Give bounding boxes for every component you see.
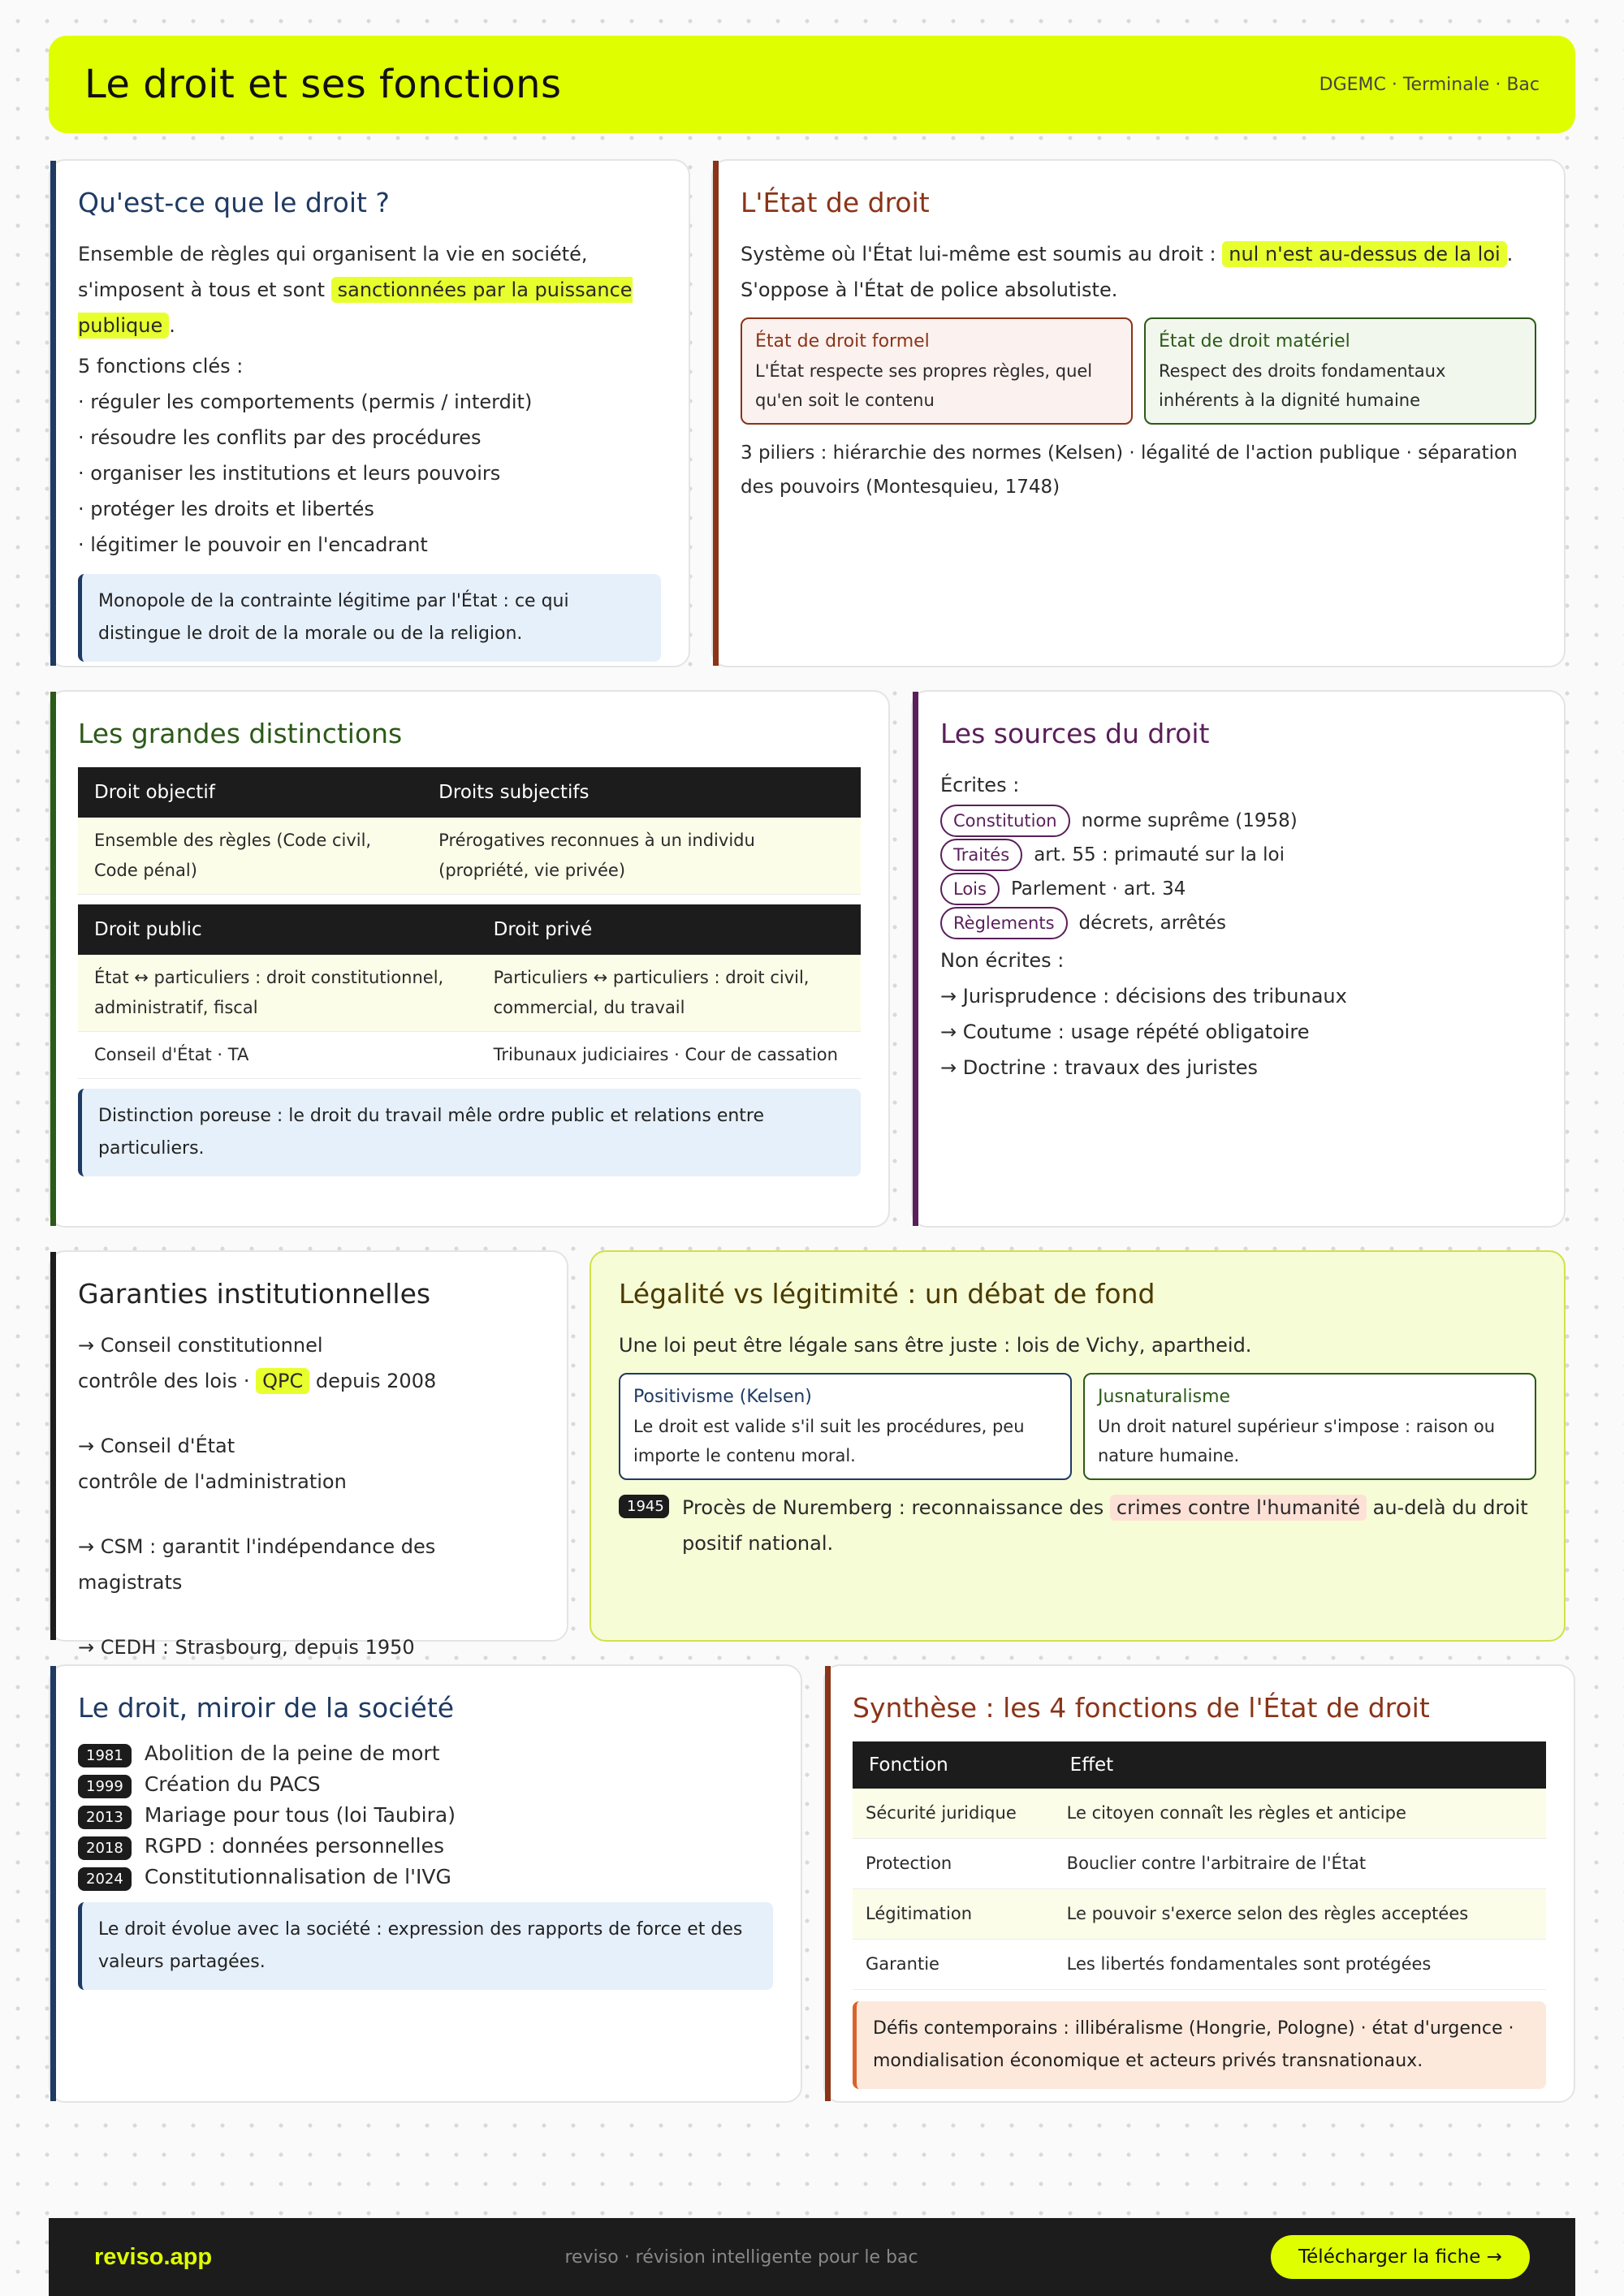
list-item: → Coutume : usage répété obligatoire — [940, 1021, 1310, 1043]
piliers-text: 3 piliers : hiérarchie des normes (Kelsen) · légalité de l'action publique · séparation des pouvoirs (Montesquieu, 1748) — [741, 442, 1518, 498]
box-text: Respect des droits fondamentaux inhérents à la dignité humaine — [1159, 361, 1446, 410]
year-badge: 2013 — [78, 1806, 132, 1829]
box-title: État de droit matériel — [1159, 331, 1350, 352]
garantie-csm: → CSM : garantit l'indépendance des magistrats — [78, 1535, 436, 1594]
year-badge: 2018 — [78, 1836, 132, 1860]
box-text: Un droit naturel supérieur s'impose : raison ou nature humaine. — [1098, 1417, 1496, 1465]
page-title: Le droit et ses fonctions — [84, 62, 562, 107]
list-item: · légitimer le pouvoir en l'encadrant — [78, 533, 428, 556]
table-cell: Le pouvoir s'exerce selon des règles acceptées — [1054, 1889, 1546, 1940]
table-row — [853, 1889, 1546, 1940]
list-item: → Doctrine : travaux des juristes — [940, 1056, 1259, 1079]
source-pill: Règlements — [940, 907, 1068, 939]
garantie-cc-text: contrôle des lois · QPC depuis 2008 — [78, 1370, 437, 1392]
timeline-item: 2018 RGPD : données personnelles — [78, 1834, 773, 1860]
info-note: Distinction poreuse : le droit du travail mêle ordre public et relations entre particuliers. — [78, 1089, 861, 1176]
nuremberg-text: Procès de Nuremberg : reconnaissance des crimes contre l'humanité au-delà du droit positif national. — [682, 1496, 1528, 1555]
card-title: L'État de droit — [741, 187, 930, 218]
table-cell: Conseil d'État · TA — [78, 1032, 477, 1079]
table-row — [853, 1789, 1546, 1839]
card-garanties — [49, 1250, 568, 1659]
table-cell: Garantie — [853, 1940, 1054, 1990]
card-distinctions — [49, 690, 890, 1228]
ecrites-label: Écrites : — [940, 774, 1020, 796]
box-title: Jusnaturalisme — [1098, 1387, 1231, 1407]
highlight: sanctionnées par la puissance publique — [78, 278, 633, 337]
box-positivisme — [619, 1373, 1072, 1480]
nuremberg-row — [619, 1490, 1536, 1561]
year-badge: 1999 — [78, 1775, 132, 1798]
timeline-item: 1999 Création du PACS — [78, 1772, 773, 1798]
garantie-ce-text: contrôle de l'administration — [78, 1470, 347, 1493]
year-badge: 1945 — [619, 1495, 669, 1518]
list-item: · réguler les comportements (permis / interdit) — [78, 391, 533, 413]
etat-intro: Système où l'État lui-même est soumis au droit : nul n'est au-dessus de la loi . S'oppose à l'État de police absolutiste. — [741, 243, 1514, 301]
box-text: Le droit est valide s'il suit les procédures, peu importe le contenu moral. — [633, 1417, 1025, 1465]
definition-text: Ensemble de règles qui organisent la vie en société, s'imposent à tous et sont sanctionnées par la puissance publique . — [78, 243, 633, 337]
card-synthese — [823, 1664, 1575, 2103]
source-pill: Traités — [940, 839, 1022, 871]
year-badge: 1981 — [78, 1744, 132, 1767]
table-header: Droit privé — [477, 904, 861, 955]
list-item: → Jurisprudence : décisions des tribunaux — [940, 985, 1347, 1008]
table-header: Effet — [1054, 1741, 1546, 1789]
table-row — [853, 1839, 1546, 1889]
table-synthese — [853, 1741, 1546, 1990]
footer-tagline: reviso · révision intelligente pour le bac — [564, 2246, 918, 2268]
table-cell: Les libertés fondamentales sont protégées — [1054, 1940, 1546, 1990]
table-cell: Ensemble des règles (Code civil, Code pénal) — [78, 818, 422, 895]
source-row: Constitution norme suprême (1958) — [940, 805, 1536, 837]
info-note: Défis contemporains : illibéralisme (Hongrie, Pologne) · état d'urgence · mondialisation économique et acteurs privés transnationaux. — [853, 2001, 1546, 2089]
list-item: · résoudre les conflits par des procédures — [78, 426, 482, 449]
box-title: Positivisme (Kelsen) — [633, 1387, 812, 1407]
table-header: Droits subjectifs — [422, 767, 861, 818]
highlight: crimes contre l'humanité — [1110, 1495, 1367, 1521]
page-footer — [49, 2218, 1575, 2296]
table-cell: Légitimation — [853, 1889, 1054, 1940]
timeline-item: 2024 Constitutionnalisation de l'IVG — [78, 1865, 773, 1891]
brand-logo[interactable]: reviso.app — [94, 2243, 213, 2270]
garantie-cedh: → CEDH : Strasbourg, depuis 1950 — [78, 1636, 415, 1659]
download-button[interactable]: Télécharger la fiche → — [1271, 2235, 1530, 2279]
table-public-prive — [78, 904, 861, 1079]
timeline-item: 2013 Mariage pour tous (loi Taubira) — [78, 1803, 773, 1829]
source-row: Règlements décrets, arrêtés — [940, 907, 1536, 939]
source-pill: Lois — [940, 873, 1000, 905]
card-legalite — [590, 1250, 1566, 1642]
table-cell: Bouclier contre l'arbitraire de l'État — [1054, 1839, 1546, 1889]
table-header: Droit objectif — [78, 767, 422, 818]
table-cell: Tribunaux judiciaires · Cour de cassation — [477, 1032, 861, 1079]
garantie-cc-title: → Conseil constitutionnel — [78, 1334, 323, 1357]
legalite-intro: Une loi peut être légale sans être juste : lois de Vichy, apartheid. — [619, 1334, 1252, 1357]
table-row — [78, 818, 861, 895]
table-objectif-subjectif — [78, 767, 861, 895]
card-miroir — [49, 1664, 802, 2103]
box-jusnaturalisme — [1083, 1373, 1536, 1480]
garantie-ce-title: → Conseil d'État — [78, 1435, 235, 1457]
info-note: Monopole de la contrainte légitime par l'État : ce qui distingue le droit de la morale ou de la religion. — [78, 574, 661, 662]
functions-label: 5 fonctions clés : — [78, 355, 244, 378]
table-cell: État ↔ particuliers : droit constitutionnel, administratif, fiscal — [78, 955, 477, 1032]
card-title: Synthèse : les 4 fonctions de l'État de droit — [853, 1692, 1430, 1724]
table-row — [853, 1940, 1546, 1990]
card-title: Les sources du droit — [940, 718, 1210, 749]
table-cell: Prérogatives reconnues à un individu (propriété, vie privée) — [422, 818, 861, 895]
source-pill: Constitution — [940, 805, 1070, 837]
table-header: Droit public — [78, 904, 477, 955]
box-materiel — [1144, 317, 1536, 425]
timeline-item: 1981 Abolition de la peine de mort — [78, 1741, 773, 1767]
card-title: Légalité vs légitimité : un débat de fond — [619, 1278, 1155, 1310]
list-item: · organiser les institutions et leurs pouvoirs — [78, 462, 501, 485]
card-sources — [911, 690, 1566, 1228]
table-cell: Particuliers ↔ particuliers : droit civil, commercial, du travail — [477, 955, 861, 1032]
table-row — [78, 955, 861, 1032]
box-title: État de droit formel — [755, 331, 930, 352]
list-item: · protéger les droits et libertés — [78, 498, 374, 520]
card-title: Garanties institutionnelles — [78, 1278, 431, 1310]
table-row — [78, 1032, 861, 1079]
box-formel — [741, 317, 1133, 425]
table-cell: Sécurité juridique — [853, 1789, 1054, 1839]
card-etat-de-droit — [711, 159, 1566, 667]
highlight: QPC — [256, 1368, 309, 1394]
source-row: Lois Parlement · art. 34 — [940, 873, 1536, 905]
source-row: Traités art. 55 : primauté sur la loi — [940, 839, 1536, 871]
info-note: Le droit évolue avec la société : expression des rapports de force et des valeurs partagées. — [78, 1902, 773, 1990]
table-cell: Protection — [853, 1839, 1054, 1889]
card-title: Qu'est-ce que le droit ? — [78, 187, 390, 218]
table-cell: Le citoyen connaît les règles et anticipe — [1054, 1789, 1546, 1839]
page-meta: DGEMC · Terminale · Bac — [1319, 74, 1540, 95]
non-ecrites-label: Non écrites : — [940, 949, 1065, 972]
card-definition — [49, 159, 690, 667]
table-header: Fonction — [853, 1741, 1054, 1789]
highlight: nul n'est au-dessus de la loi — [1222, 241, 1506, 267]
page-header — [49, 36, 1575, 133]
box-text: L'État respecte ses propres règles, quel qu'en soit le contenu — [755, 361, 1093, 410]
card-title: Les grandes distinctions — [78, 718, 403, 749]
year-badge: 2024 — [78, 1867, 132, 1891]
card-title: Le droit, miroir de la société — [78, 1692, 455, 1724]
functions-list — [78, 384, 661, 563]
non-ecrites-list — [940, 978, 1536, 1085]
